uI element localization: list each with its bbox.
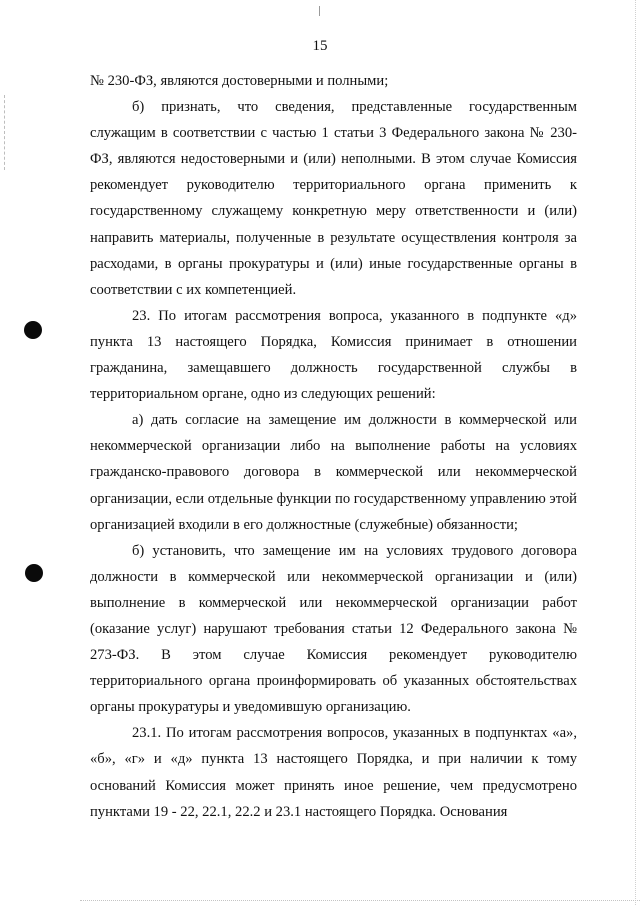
punch-hole-upper: [24, 321, 42, 339]
paragraph-continuation: № 230-ФЗ, являются достоверными и полными;: [90, 73, 389, 89]
scan-artifact-left-edge: [4, 95, 6, 170]
page-number: 15: [312, 38, 328, 54]
scan-artifact-tick: [319, 6, 320, 16]
paragraph-item-b-recognize: б) признать, что сведения, представленные государственным служащим в соответствии с частью 1 статьи 3 Федерального закона № 230-ФЗ, являются недостоверными и (или) неполными. В этом случае Комиссия рекомендует руководителю территориального органа применить к государственному служащему конкретную меру ответственности и (или) направить материалы, полученные в результате осуществления контроля за расходами, в органы прокуратуры и (или) иные государственные органы в соответствии с их компетенцией.: [90, 99, 577, 298]
punch-hole-lower: [25, 564, 43, 582]
paragraph-item-b-establish: б) установить, что замещение им на условиях трудового договора должности в коммерческой или некоммерческой организации и (или) выполнение в коммерческой или некоммерческой организации работ (оказание услуг) нарушают требования статьи 12 Федерального закона № 273-ФЗ. В этом случае Комиссия рекомендует руководителю территориального органа проинформировать об указанных обстоятельствах органы прокуратуры и уведомившую организацию.: [90, 542, 577, 716]
document-body: [90, 68, 577, 825]
paragraph-23: 23. По итогам рассмотрения вопроса, указанного в подпункте «д» пункта 13 настоящего Порядка, Комиссия принимает в отношении гражданина, замещавшего должность государственной службы в территориальном органе, одно из следующих решений:: [90, 307, 577, 403]
paragraph-item-a-consent: а) дать согласие на замещение им должности в коммерческой или некоммерческой организации либо на выполнение работы на условиях гражданско-правового договора в коммерческой или некоммерческой организации, если отдельные функции по государственному управлению этой организацией входили в его должностные (служебные) обязанности;: [90, 412, 577, 533]
scan-artifact-right-edge: [635, 0, 637, 905]
paragraph-23-1: 23.1. По итогам рассмотрения вопросов, указанных в подпунктах «а», «б», «г» и «д» пункта 13 настоящего Порядка, и при наличии к тому оснований Комиссия может принять иное решение, чем предусмотрено пунктами 19 - 22, 22.1, 22.2 и 23.1 настоящего Порядка. Основания: [90, 725, 577, 820]
scan-artifact-bottom-edge: [80, 900, 640, 902]
